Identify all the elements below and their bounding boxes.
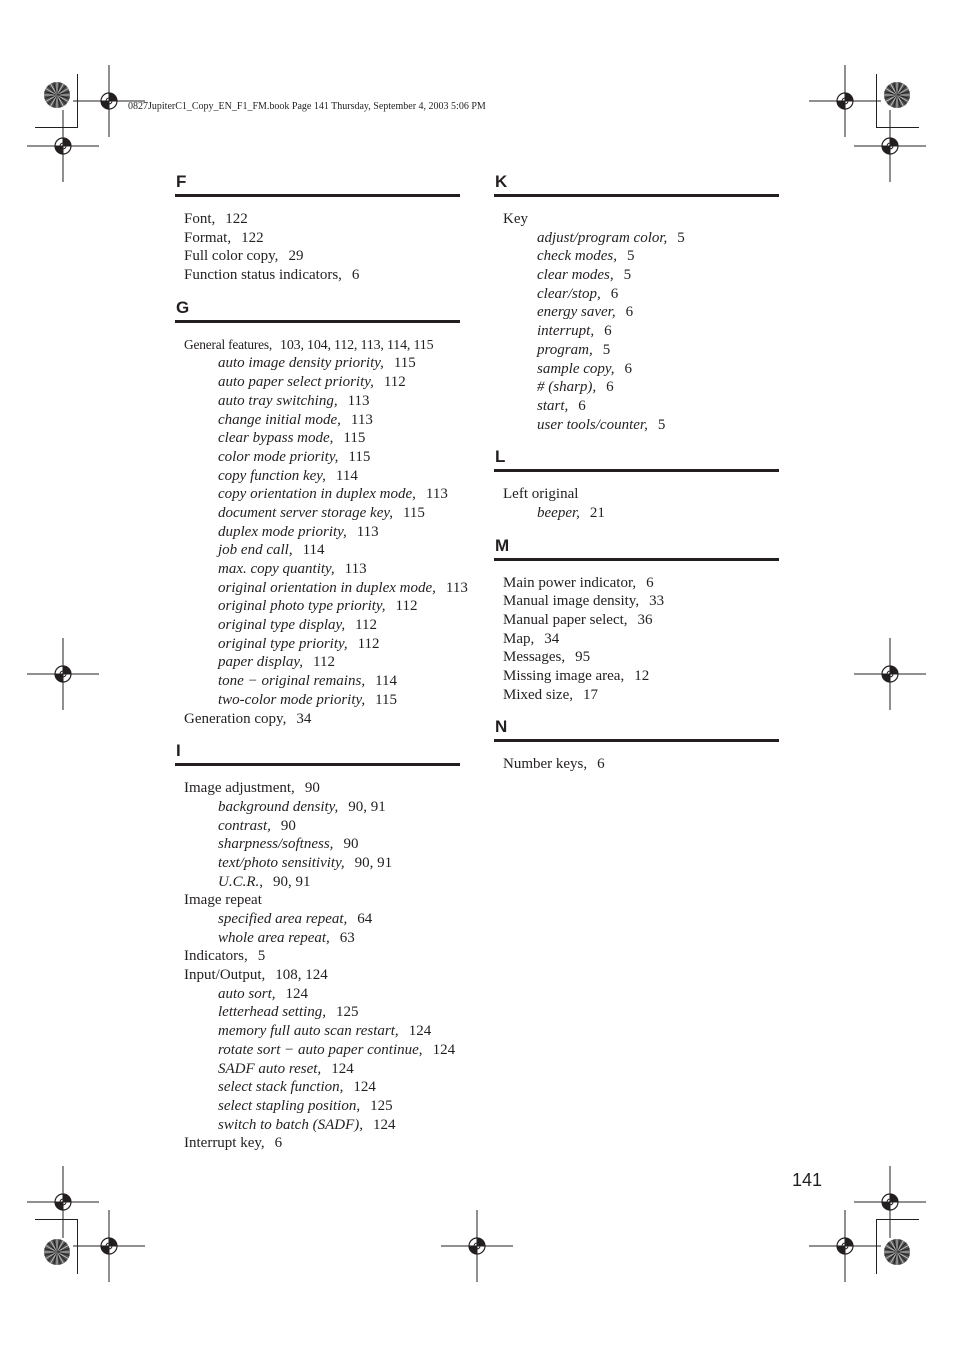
index-subentry [184,616,460,635]
entry-term: original orientation in duplex mode, [218,579,436,596]
index-entry [503,630,779,649]
registration-mark-icon [27,110,99,182]
index-subentry [503,266,779,285]
index-entry [184,1134,460,1153]
entry-pages: 5 [602,341,611,358]
entry-term: clear bypass mode, [218,430,334,447]
entry-term: Interrupt key, [184,1135,265,1152]
index-entry [184,266,460,285]
entry-term: Key [503,211,528,227]
entry-term: select stack function, [218,1079,344,1096]
entry-term: Format, [184,229,232,246]
index-subentry [503,341,779,360]
entry-pages: 124 [285,985,309,1002]
index-entry [503,755,779,774]
index-entry [184,336,460,355]
entry-pages: 29 [288,248,304,265]
entry-term: Left original [503,486,579,503]
entry-term: Font, [184,211,216,227]
entry-pages: 113 [445,579,468,596]
entry-pages: 112 [313,654,335,671]
section-rule [494,558,779,561]
entry-term: Main power indicator, [503,574,637,591]
entry-term: rotate sort − auto paper continue, [218,1041,423,1058]
entry-pages: 6 [606,379,614,396]
entry-pages: 12 [634,668,650,685]
entry-term: Manual image density, [503,593,640,610]
index-subentry [184,798,460,817]
index-entry [503,485,779,504]
index-subentry [184,504,460,523]
entry-pages: 5 [623,267,632,284]
entry-pages: 21 [589,504,605,521]
index-entry [184,247,460,266]
crop-line [35,127,78,128]
entry-pages: 6 [646,574,654,591]
registration-mark-icon [809,1210,881,1282]
index-subentry [184,354,460,373]
entry-pages: 112 [395,598,418,615]
index-subentry [184,1022,460,1041]
entry-term: contrast, [218,817,271,834]
entry-term: Function status indicators, [184,267,342,284]
index-section-i [175,740,460,1153]
entry-term: Manual paper select, [503,612,628,628]
index-subentry [184,541,460,560]
crop-line [35,1219,78,1220]
entry-list [494,210,779,434]
index-subentry [184,1060,460,1079]
entry-pages: 113 [425,486,448,503]
entry-pages: 6 [604,323,612,340]
color-target-icon [42,80,72,110]
entry-pages: 6 [351,267,360,284]
entry-term: Full color copy, [184,248,279,265]
entry-term: select stapling position, [218,1097,361,1114]
entry-pages: 34 [544,630,560,647]
index-subentry [184,873,460,892]
index-entry [184,966,460,985]
entry-term: letterhead setting, [218,1004,327,1021]
entry-pages: 64 [357,911,373,927]
entry-term: color mode priority, [218,448,339,465]
entry-term: sharpness/softness, [218,836,334,853]
entry-pages: 113 [347,392,370,409]
index-subentry [184,411,460,430]
entry-term: auto sort, [218,985,276,1002]
index-section-g [175,297,468,728]
entry-pages: 113 [350,411,373,428]
index-entry [184,710,460,729]
entry-term: Indicators, [184,948,248,965]
entry-pages: 115 [348,448,371,465]
registration-mark-icon [27,638,99,710]
index-subentry [184,485,460,504]
entry-term: Number keys, [503,756,588,773]
index-column-right [494,171,779,774]
index-entry [503,686,779,705]
entry-pages: 90, 91 [354,854,393,871]
entry-pages: 90 [343,836,359,853]
entry-term: tone − original remains, [218,673,366,690]
section-rule [494,194,779,197]
index-subentry [503,285,779,304]
index-subentry [184,448,460,467]
index-subentry [503,322,779,341]
entry-pages: 5 [257,948,266,965]
entry-pages: 124 [372,1116,396,1133]
entry-term: specified area repeat, [218,911,348,927]
registration-mark-icon [441,1210,513,1282]
index-entry [184,891,460,910]
entry-list [494,485,779,522]
entry-pages: 6 [610,285,619,302]
entry-pages: 6 [274,1135,283,1152]
entry-term: Mixed size, [503,686,573,703]
section-rule [494,469,779,472]
section-letter: L [495,447,506,467]
entry-term: interrupt, [537,323,595,340]
index-subentry [184,579,468,598]
entry-pages: 36 [637,612,653,628]
crop-line [876,127,919,128]
index-subentry [184,392,460,411]
section-letter: K [495,172,508,191]
color-target-icon [882,80,912,110]
entry-term: text/photo sensitivity, [218,854,345,871]
entry-list [175,336,468,728]
page-number: 141 [792,1170,823,1190]
entry-term: program, [537,341,593,358]
index-section-n [494,716,779,774]
entry-term: whole area repeat, [218,929,330,946]
entry-pages: 5 [657,416,666,433]
index-section-k [494,171,779,434]
entry-term: Image repeat [184,892,262,909]
entry-term: Missing image area, [503,668,625,685]
entry-term: Image adjustment, [184,780,295,797]
entry-term: memory full auto scan restart, [218,1023,399,1040]
index-entry [503,210,779,229]
entry-pages: 103, 104, 112, 113, 114, 115 [280,337,434,353]
section-rule [494,739,779,742]
index-subentry [184,1003,460,1022]
registration-mark-icon [854,110,926,182]
entry-term: # (sharp), [537,379,597,396]
index-subentry [184,835,460,854]
entry-pages: 114 [302,542,325,559]
entry-term: switch to batch (SADF), [218,1116,363,1133]
entry-list [175,779,460,1153]
index-subentry [503,504,779,523]
entry-pages: 115 [343,430,366,447]
index-section-l [494,446,779,522]
crop-line [876,1219,919,1220]
index-subentry [184,523,460,542]
index-subentry [503,229,779,248]
color-target-icon [42,1237,72,1267]
index-entry [503,667,779,686]
entry-term: SADF auto reset, [218,1060,322,1077]
entry-list [494,755,779,774]
entry-list [494,574,779,705]
index-section-f [175,171,460,285]
entry-term: start, [537,397,569,414]
entry-pages: 114 [375,673,398,690]
index-subentry [503,360,779,379]
index-subentry [503,397,779,416]
index-subentry [184,429,460,448]
entry-pages: 124 [408,1023,432,1040]
index-column-left [175,171,468,1153]
entry-pages: 95 [575,649,591,666]
crop-line [876,74,877,128]
section-letter: G [176,297,190,317]
entry-term: General features, [184,336,273,352]
index-subentry [184,635,460,654]
entry-term: job end call, [218,542,293,559]
entry-term: original type priority, [218,635,348,652]
index-entry [503,574,779,593]
index-subentry [184,1041,460,1060]
index-subentry [184,672,460,691]
entry-pages: 113 [356,523,379,540]
entry-term: two-color mode priority, [218,691,366,708]
index-subentry [503,416,779,435]
section-letter: F [176,172,187,191]
entry-term: adjust/program color, [537,229,668,246]
entry-pages: 6 [624,360,632,377]
index-subentry [184,691,460,710]
entry-pages: 114 [335,467,358,484]
index-subentry [184,1116,460,1135]
index-subentry [503,378,779,397]
entry-pages: 63 [339,929,355,946]
index-section-m [494,535,779,705]
index-entry [184,229,460,248]
entry-term: max. copy quantity, [218,561,335,577]
entry-term: Input/Output, [184,967,266,984]
crop-line [876,1219,877,1274]
entry-pages: 90 [280,817,296,834]
entry-pages: 115 [375,691,398,708]
entry-pages: 5 [626,248,635,265]
entry-pages: 90, 91 [273,873,311,890]
entry-list [175,210,460,285]
entry-pages: 5 [677,229,685,246]
entry-term: change initial mode, [218,411,341,428]
entry-pages: 124 [432,1041,456,1058]
entry-pages: 125 [370,1097,393,1114]
entry-term: check modes, [537,248,617,265]
crop-line [77,74,78,128]
index-entry [503,611,779,630]
entry-term: energy saver, [537,304,616,321]
entry-pages: 112 [357,635,380,652]
index-subentry [184,560,460,579]
entry-pages: 115 [402,504,425,521]
entry-pages: 33 [649,593,665,610]
entry-term: Map, [503,630,535,647]
section-rule [175,763,460,766]
entry-term: original photo type priority, [218,598,386,615]
entry-pages: 122 [241,229,264,246]
index-subentry [184,373,460,392]
entry-term: U.C.R., [218,873,263,890]
entry-pages: 125 [336,1004,359,1021]
section-rule [175,320,460,323]
registration-mark-icon [73,1210,145,1282]
print-file-header: 0827JupiterC1_Copy_EN_F1_FM.book Page 141 Thursday, September 4, 2003 5:06 PM [128,101,486,112]
section-rule [175,194,460,197]
entry-term: beeper, [537,504,580,521]
entry-pages: 112 [355,617,378,634]
entry-term: paper display, [218,654,303,671]
entry-term: copy function key, [218,467,326,484]
index-subentry [184,653,460,672]
entry-pages: 122 [225,211,248,227]
section-letter: M [495,535,510,555]
entry-pages: 124 [331,1060,354,1077]
entry-term: clear/stop, [537,285,601,302]
entry-pages: 90, 91 [348,798,386,815]
entry-pages: 115 [393,355,416,372]
index-entry [184,210,460,229]
entry-pages: 124 [353,1079,376,1096]
index-subentry [184,817,460,836]
index-entry [503,592,779,611]
entry-pages: 6 [625,304,634,321]
section-letter: I [176,741,181,761]
index-subentry [184,1078,460,1097]
index-subentry [184,854,460,873]
entry-term: duplex mode priority, [218,523,347,540]
entry-pages: 6 [578,397,586,414]
entry-term: copy orientation in duplex mode, [218,486,416,503]
entry-pages: 108, 124 [275,967,328,984]
entry-term: auto image density priority, [218,355,384,372]
entry-term: auto paper select priority, [218,374,374,391]
entry-term: auto tray switching, [218,392,338,409]
entry-term: clear modes, [537,267,614,284]
entry-pages: 112 [383,374,406,391]
index-entry [184,947,460,966]
entry-term: background density, [218,798,339,815]
entry-term: original type display, [218,617,346,634]
entry-term: user tools/counter, [537,416,648,433]
index-subentry [503,247,779,266]
index-subentry [184,597,460,616]
index-entry [503,648,779,667]
crop-line [77,1219,78,1274]
index-subentry [184,910,460,929]
index-subentry [184,467,460,486]
index-entry [184,779,460,798]
registration-mark-icon [854,638,926,710]
index-subentry [503,303,779,322]
entry-pages: 6 [597,756,605,773]
entry-term: document server storage key, [218,504,393,521]
entry-pages: 17 [582,686,598,703]
index-subentry [184,1097,460,1116]
entry-pages: 113 [344,561,367,577]
entry-term: Messages, [503,649,566,666]
section-letter: N [495,717,508,737]
entry-pages: 90 [304,780,320,797]
entry-pages: 34 [296,710,312,727]
index-subentry [184,985,460,1004]
entry-term: Generation copy, [184,710,287,727]
index-subentry [184,929,460,948]
color-target-icon [882,1237,912,1267]
entry-term: sample copy, [537,360,615,377]
